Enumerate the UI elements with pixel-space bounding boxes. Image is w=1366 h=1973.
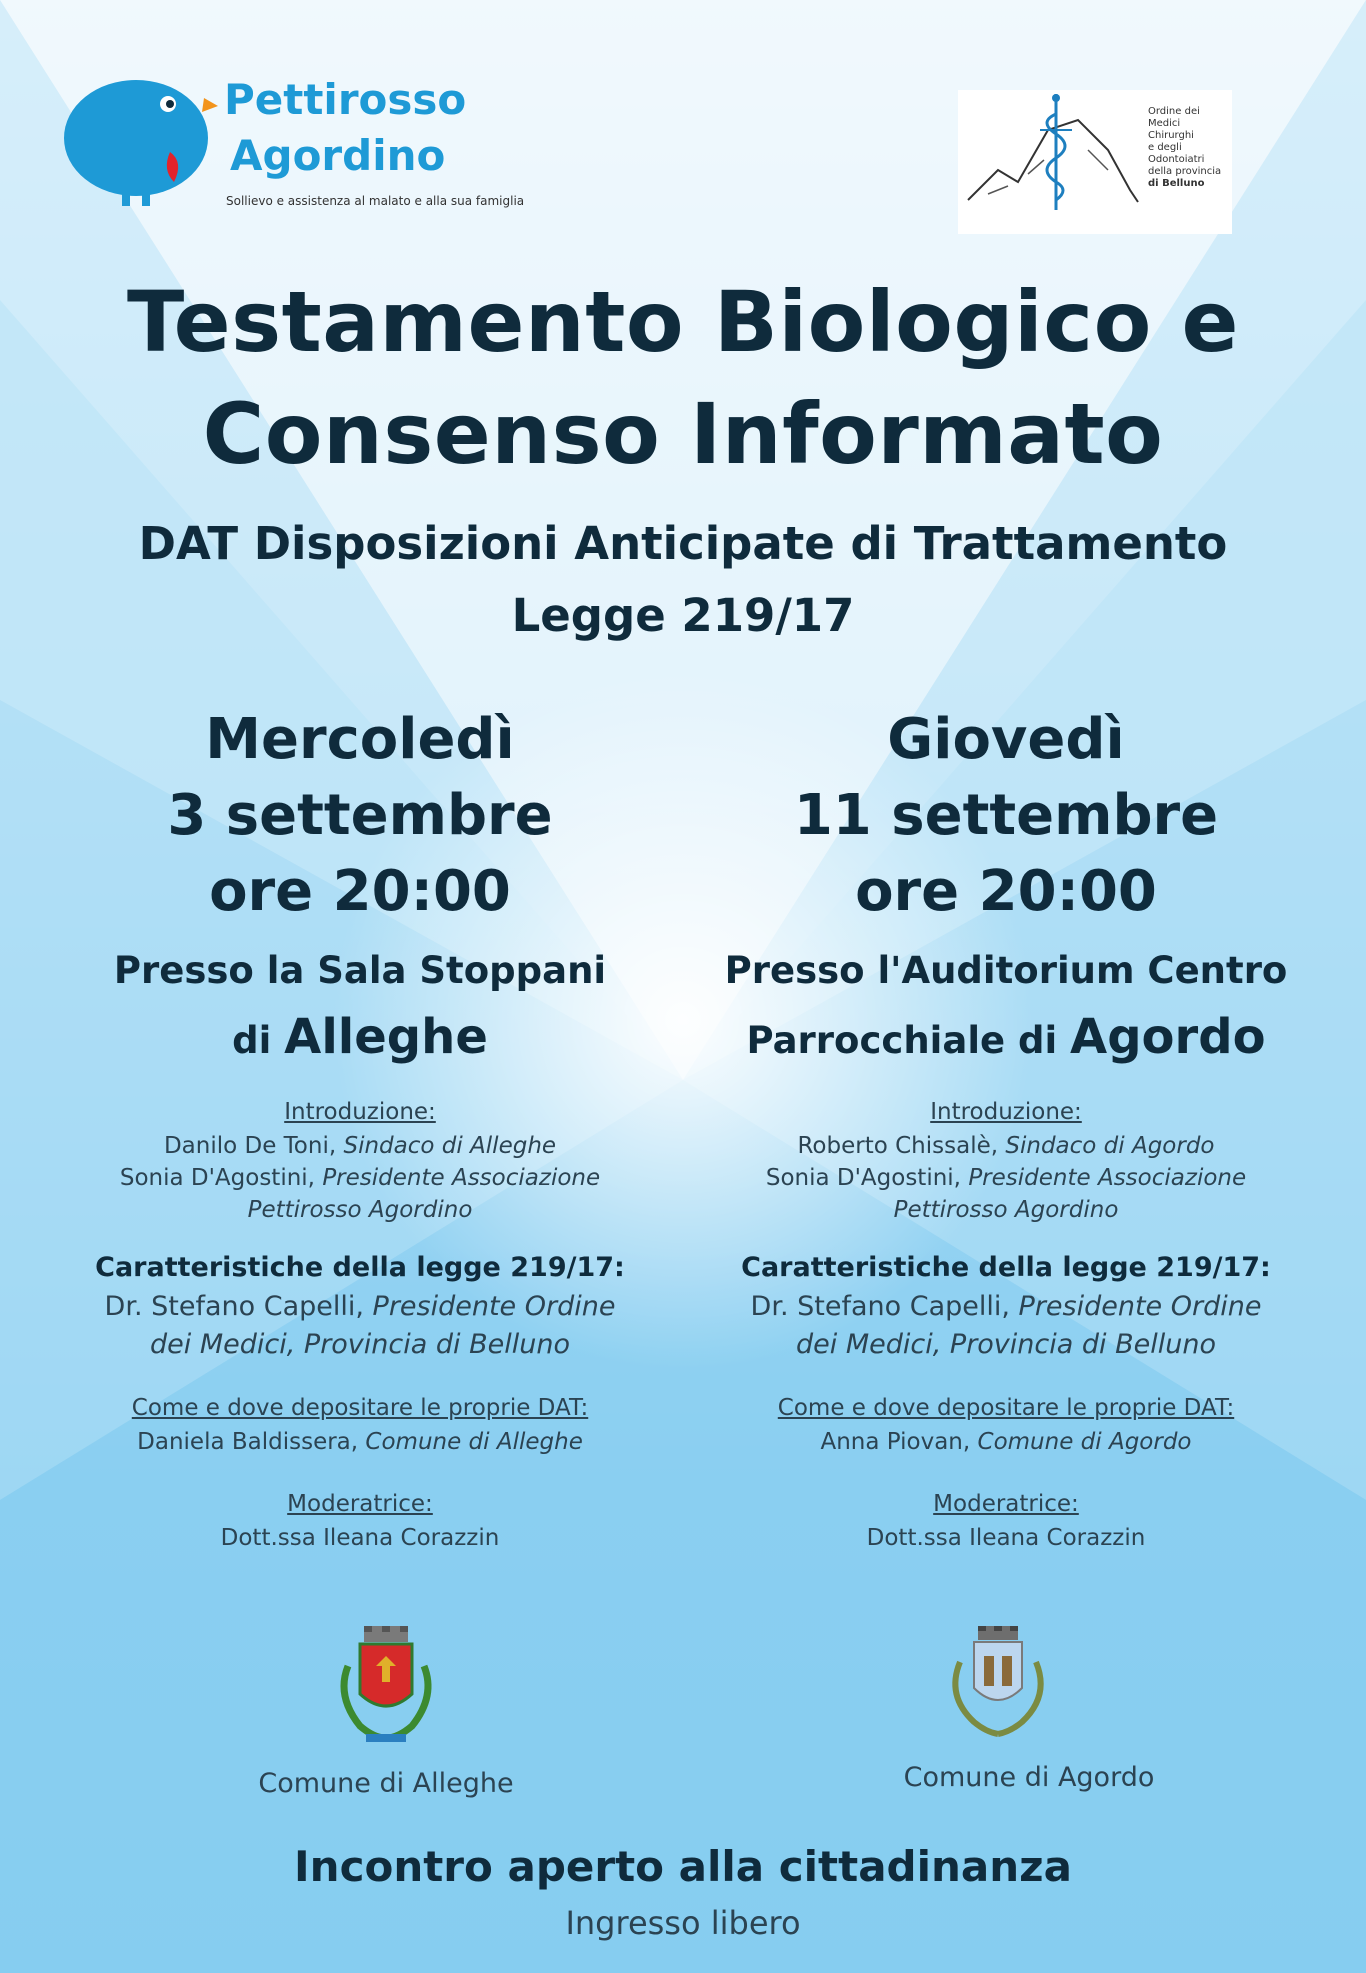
comune-agordo-label: Comune di Agordo [903, 1762, 1155, 1793]
speaker-role: Comune di Agordo [977, 1429, 1192, 1455]
speaker-role: Presidente Associazione [322, 1165, 601, 1191]
event-venue-place [30, 1004, 690, 1074]
event-date: 3 settembre [167, 783, 553, 848]
speaker-role: Presidente Ordine [1018, 1291, 1262, 1322]
intro-label: Introduzione: [284, 1099, 436, 1125]
legge-label: Caratteristiche della legge 219/17: [95, 1252, 625, 1283]
title-line-2: Consenso Informato [202, 385, 1164, 483]
intro-speaker-2-role-cont [676, 1194, 1336, 1226]
logo-tagline: Sollievo e assistenza al malato e alla sua famiglia [226, 194, 525, 208]
dat-speaker [30, 1426, 690, 1458]
speaker-name: Dr. Stefano Capelli, [104, 1291, 364, 1322]
ordine-line: della provincia [1148, 166, 1222, 177]
event-venue-line: Presso l'Auditorium Centro [724, 949, 1288, 992]
alleghe-coat-of-arms-icon [330, 1626, 442, 1750]
speaker-role: dei Medici, Provincia di Belluno [796, 1329, 1216, 1360]
subtitle-line-2: Legge 219/17 [511, 589, 855, 642]
intro-speaker-2-role-cont [30, 1194, 690, 1226]
moderator-name: Dott.ssa Ileana Corazzin [220, 1525, 500, 1551]
speaker-name: Danilo De Toni, [163, 1133, 337, 1159]
event-day: Giovedì [887, 707, 1125, 772]
legge-speaker [30, 1288, 690, 1326]
logo-text-agordino: Agordino [230, 131, 446, 180]
dat-label: Come e dove depositare le proprie DAT: [131, 1395, 589, 1421]
event-left [30, 702, 690, 1074]
poster-subtitle [0, 508, 1366, 652]
dat-label: Come e dove depositare le proprie DAT: [777, 1395, 1235, 1421]
speaker-name: Roberto Chissalè, [797, 1133, 999, 1159]
robin-bird-icon [58, 70, 218, 210]
speaker-name: Sonia D'Agostini, [765, 1165, 961, 1191]
moderator-label: Moderatrice: [287, 1491, 433, 1517]
event-date: 11 settembre [793, 783, 1219, 848]
event-venue-line: Presso la Sala Stoppani [113, 949, 607, 992]
event-time: ore 20:00 [855, 859, 1157, 924]
program-left [30, 1094, 690, 1554]
speaker-role: Presidente Ordine [372, 1291, 616, 1322]
intro-label: Introduzione: [930, 1099, 1082, 1125]
venue-place: Alleghe [284, 1009, 488, 1065]
intro-speaker-1 [30, 1130, 690, 1162]
speaker-role: Sindaco di Agordo [1005, 1133, 1215, 1159]
agordo-coat-of-arms-icon [938, 1626, 1058, 1744]
speaker-name: Sonia D'Agostini, [119, 1165, 315, 1191]
caduceus-mountain-icon [958, 90, 1148, 234]
intro-speaker-1 [676, 1130, 1336, 1162]
subtitle-line-1: DAT Disposizioni Anticipate di Trattamento [138, 517, 1228, 570]
poster-title [0, 266, 1366, 490]
legge-speaker [676, 1288, 1336, 1326]
venue-prefix: di [232, 1019, 272, 1062]
legge-speaker-role-cont [676, 1326, 1336, 1364]
speaker-role: Pettirosso Agordino [247, 1197, 473, 1223]
program-right [676, 1094, 1336, 1554]
speaker-role: Presidente Associazione [968, 1165, 1247, 1191]
ordine-line: e degli [1148, 142, 1182, 153]
ordine-line: Ordine dei [1148, 106, 1200, 117]
ordine-line: Chirurghi [1148, 130, 1194, 141]
event-right [676, 702, 1336, 1074]
ordine-logo-text [1148, 106, 1221, 190]
speaker-name: Anna Piovan, [820, 1429, 971, 1455]
dat-speaker [676, 1426, 1336, 1458]
legge-speaker-role-cont [30, 1326, 690, 1364]
footer-subtitle: Ingresso libero [565, 1904, 801, 1942]
ordine-line: Odontoiatri [1148, 154, 1205, 165]
pettirosso-agordino-logo [58, 70, 525, 220]
event-time: ore 20:00 [209, 859, 511, 924]
moderator-label: Moderatrice: [933, 1491, 1079, 1517]
ordine-line: di Belluno [1148, 178, 1205, 189]
speaker-role: dei Medici, Provincia di Belluno [150, 1329, 570, 1360]
venue-prefix: Parrocchiale di [746, 1019, 1058, 1062]
footer-title: Incontro aperto alla cittadinanza [294, 1842, 1072, 1891]
speaker-name: Daniela Baldissera, [137, 1429, 359, 1455]
title-line-1: Testamento Biologico e [126, 273, 1240, 371]
venue-place: Agordo [1070, 1009, 1266, 1065]
comune-alleghe-label: Comune di Alleghe [258, 1768, 514, 1799]
speaker-role: Pettirosso Agordino [893, 1197, 1119, 1223]
speaker-role: Comune di Alleghe [365, 1429, 583, 1455]
speaker-role: Sindaco di Alleghe [343, 1133, 557, 1159]
intro-speaker-2 [30, 1162, 690, 1194]
event-day: Mercoledì [205, 707, 515, 772]
moderator-name: Dott.ssa Ileana Corazzin [866, 1525, 1146, 1551]
intro-speaker-2 [676, 1162, 1336, 1194]
ordine-medici-logo [958, 90, 1232, 234]
logo-text-pettirosso: Pettirosso [224, 75, 467, 124]
event-venue-place [676, 1004, 1336, 1074]
ordine-line: Medici [1148, 118, 1181, 129]
speaker-name: Dr. Stefano Capelli, [750, 1291, 1010, 1322]
legge-label: Caratteristiche della legge 219/17: [741, 1252, 1271, 1283]
